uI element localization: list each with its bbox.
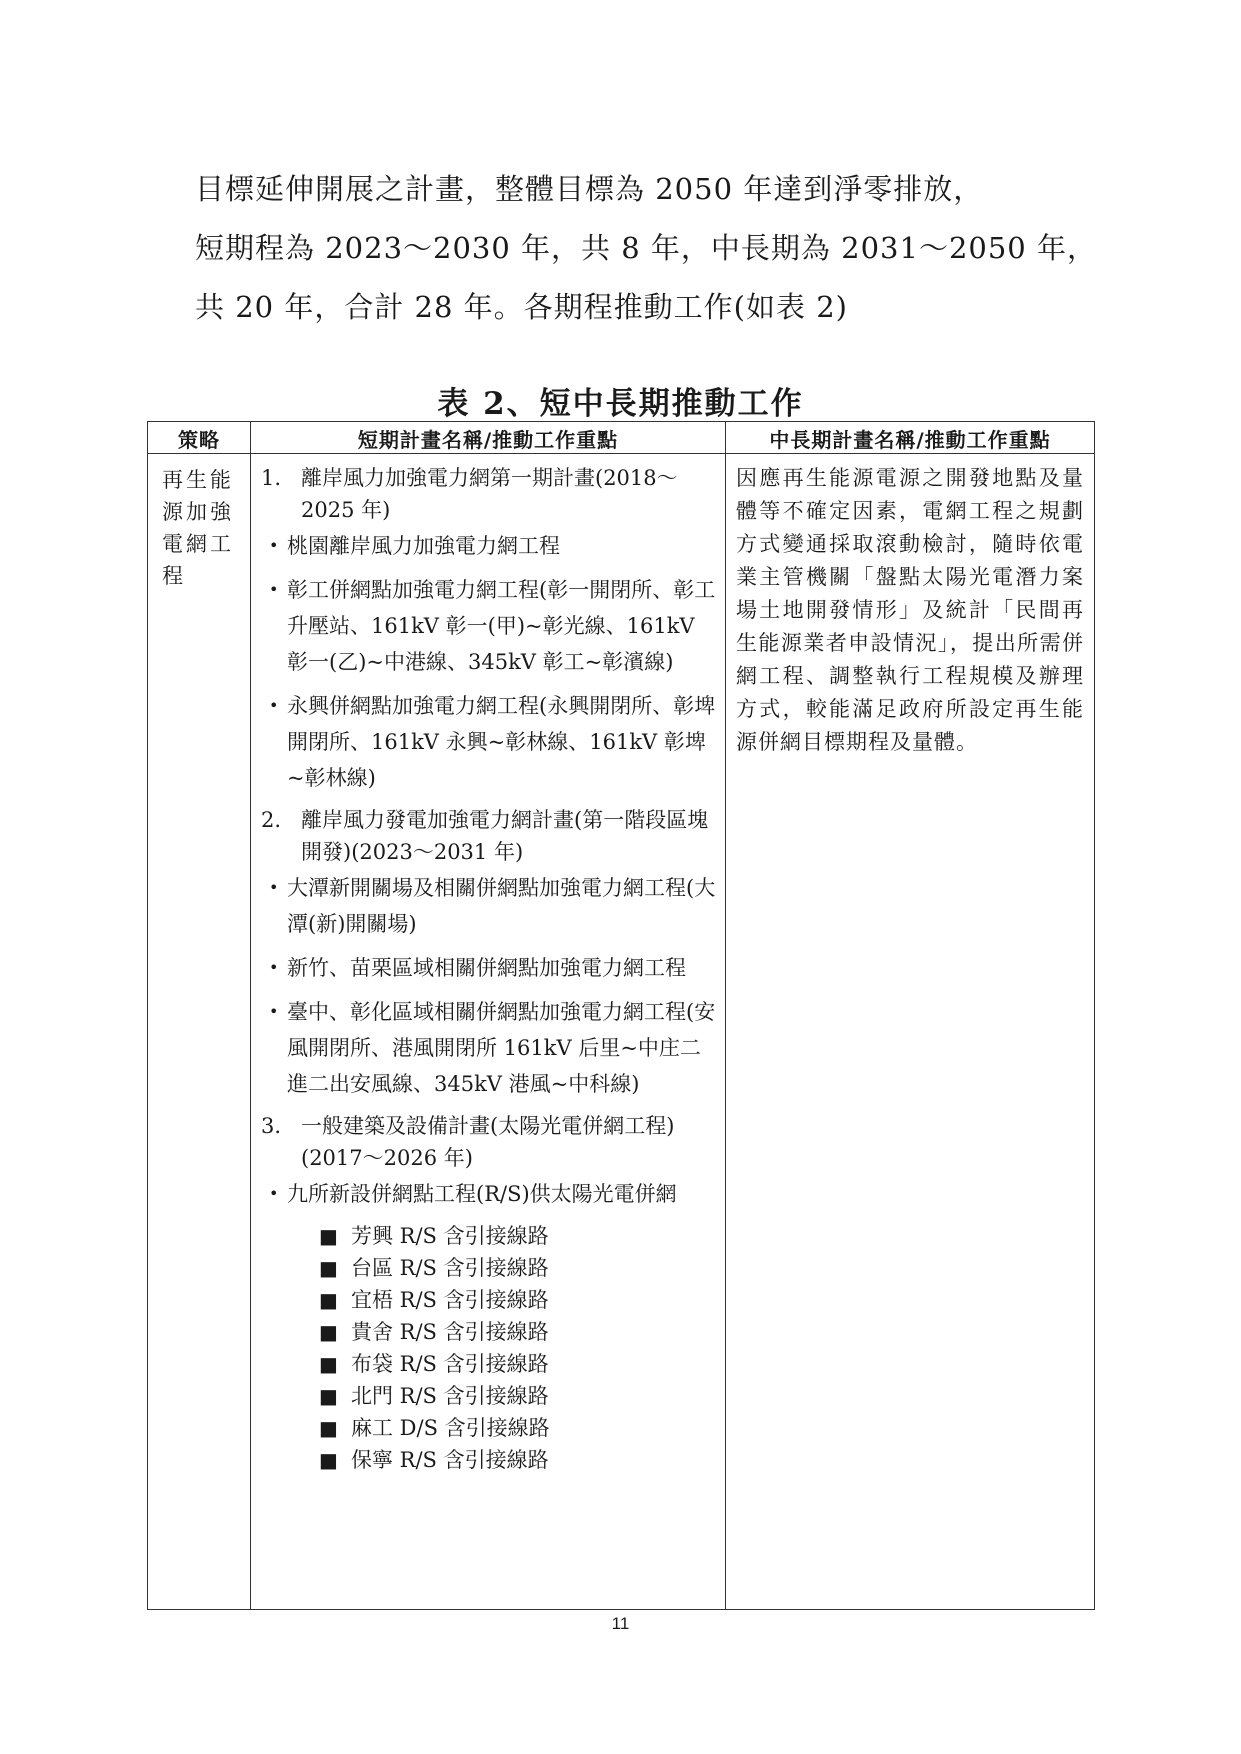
- bullet-dot-icon: •: [269, 536, 279, 555]
- intro-line: 共 20 年，合計 28 年。各期程推動工作(如表 2): [195, 290, 848, 324]
- page-number: 11: [611, 1614, 630, 1633]
- square-bullet-icon: ■: [319, 1448, 338, 1472]
- bullet-text: 九所新設併網點工程(R/S)供太陽光電併網: [287, 1182, 677, 1206]
- substation-text: 宜梧 R/S 含引接線路: [351, 1288, 549, 1312]
- bullet-text: 大潭新開關場及相關併網點加強電力網工程(大潭(新)開關場): [287, 876, 716, 936]
- work-plan-table: [147, 421, 1095, 1610]
- item-title: 一般建築及設備計畫(太陽光電併網工程)(2017～2026 年): [301, 1114, 675, 1170]
- table-header-row: [148, 422, 1095, 454]
- substation-text: 布袋 R/S 含引接線路: [351, 1352, 549, 1376]
- header-strategy: 策略: [148, 422, 251, 454]
- bullet-dot-icon: •: [269, 696, 279, 715]
- bullet-dot-icon: •: [269, 1184, 279, 1203]
- substation-item: [319, 1380, 717, 1412]
- square-bullet-icon: ■: [319, 1320, 338, 1344]
- substation-text: 麻工 D/S 含引接線路: [351, 1416, 550, 1440]
- square-bullet-icon: ■: [319, 1416, 338, 1440]
- bullet-text: 永興併網點加強電力網工程(永興開閉所、彰埤開閉所、161kV 永興~彰林線、161kV 彰埤~彰林線): [287, 694, 716, 790]
- substation-item: [319, 1252, 717, 1284]
- substation-item: [319, 1284, 717, 1316]
- item-number: 3.: [261, 1114, 282, 1138]
- short-term-cell: [251, 454, 726, 1610]
- intro-line: 短期程為 2023～2030 年，共 8 年，中長期為 2031～2050 年，: [195, 231, 1097, 265]
- numbered-item: [261, 462, 717, 526]
- substation-item: [319, 1412, 717, 1444]
- bullet-text: 桃園離岸風力加強電力網工程: [287, 534, 560, 558]
- substation-text: 保寧 R/S 含引接線路: [351, 1448, 549, 1472]
- square-bullet-icon: ■: [319, 1256, 338, 1280]
- bullet-text: 彰工併網點加強電力網工程(彰一開閉所、彰工升壓站、161kV 彰一(甲)~彰光線、161kV 彰一(乙)~中港線、345kV 彰工~彰濱線): [287, 578, 716, 674]
- numbered-item: [261, 804, 717, 868]
- numbered-item: [261, 1110, 717, 1174]
- substation-item: [319, 1316, 717, 1348]
- bullet-dot-icon: •: [269, 958, 279, 977]
- header-long-term: 中長期計畫名稱/推動工作重點: [726, 422, 1095, 454]
- item-title: 離岸風力發電加強電力網計畫(第一階段區塊開發)(2023～2031 年): [301, 808, 709, 864]
- item-title: 離岸風力加強電力網第一期計畫(2018～2025 年): [301, 466, 678, 522]
- substation-text: 台區 R/S 含引接線路: [351, 1256, 549, 1280]
- square-bullet-icon: ■: [319, 1224, 338, 1248]
- intro-line: 目標延伸開展之計畫，整體目標為 2050 年達到淨零排放，: [195, 172, 984, 206]
- table-caption: 表 2、短中長期推動工作: [437, 386, 804, 422]
- bullet-item: [269, 950, 717, 986]
- square-bullet-icon: ■: [319, 1352, 338, 1376]
- bullet-item: [269, 870, 717, 942]
- substation-text: 北門 R/S 含引接線路: [351, 1384, 549, 1408]
- bullet-dot-icon: •: [269, 1002, 279, 1021]
- long-term-cell: 因應再生能源電源之開發地點及量體等不確定因素，電網工程之規劃方式變通採取滾動檢討，隨時依電業主管機關「盤點太陽光電潛力案場土地開發情形」及統計「民間再生能源業者申設情況」，提出所需併網工程、調整執行工程規模及辦理方式，較能滿足政府所設定再生能源併網目標期程及量體。: [726, 454, 1095, 1610]
- square-bullet-icon: ■: [319, 1288, 338, 1312]
- square-bullet-icon: ■: [319, 1384, 338, 1408]
- bullet-dot-icon: •: [269, 878, 279, 897]
- item-number: 1.: [261, 466, 282, 490]
- bullet-item: [269, 572, 717, 680]
- substation-item: [319, 1220, 717, 1252]
- substation-item: [319, 1348, 717, 1380]
- substation-item: [319, 1444, 717, 1476]
- bullet-item: [269, 1176, 717, 1212]
- intro-paragraph: [195, 160, 1097, 337]
- strategy-cell: 再生能源加強電網工程: [148, 454, 251, 1610]
- bullet-text: 新竹、苗栗區域相關併網點加強電力網工程: [287, 956, 686, 980]
- header-short-term: 短期計畫名稱/推動工作重點: [251, 422, 726, 454]
- table-row: [148, 454, 1095, 1610]
- bullet-dot-icon: •: [269, 580, 279, 599]
- item-number: 2.: [261, 808, 282, 832]
- bullet-item: [269, 688, 717, 796]
- bullet-item: [269, 528, 717, 564]
- bullet-text: 臺中、彰化區域相關併網點加強電力網工程(安風開閉所、港風開閉所 161kV 后里~中庄二進二出安風線、345kV 港風~中科線): [287, 1000, 716, 1096]
- substation-text: 芳興 R/S 含引接線路: [351, 1224, 549, 1248]
- bullet-item: [269, 994, 717, 1102]
- substation-text: 貴舍 R/S 含引接線路: [351, 1320, 549, 1344]
